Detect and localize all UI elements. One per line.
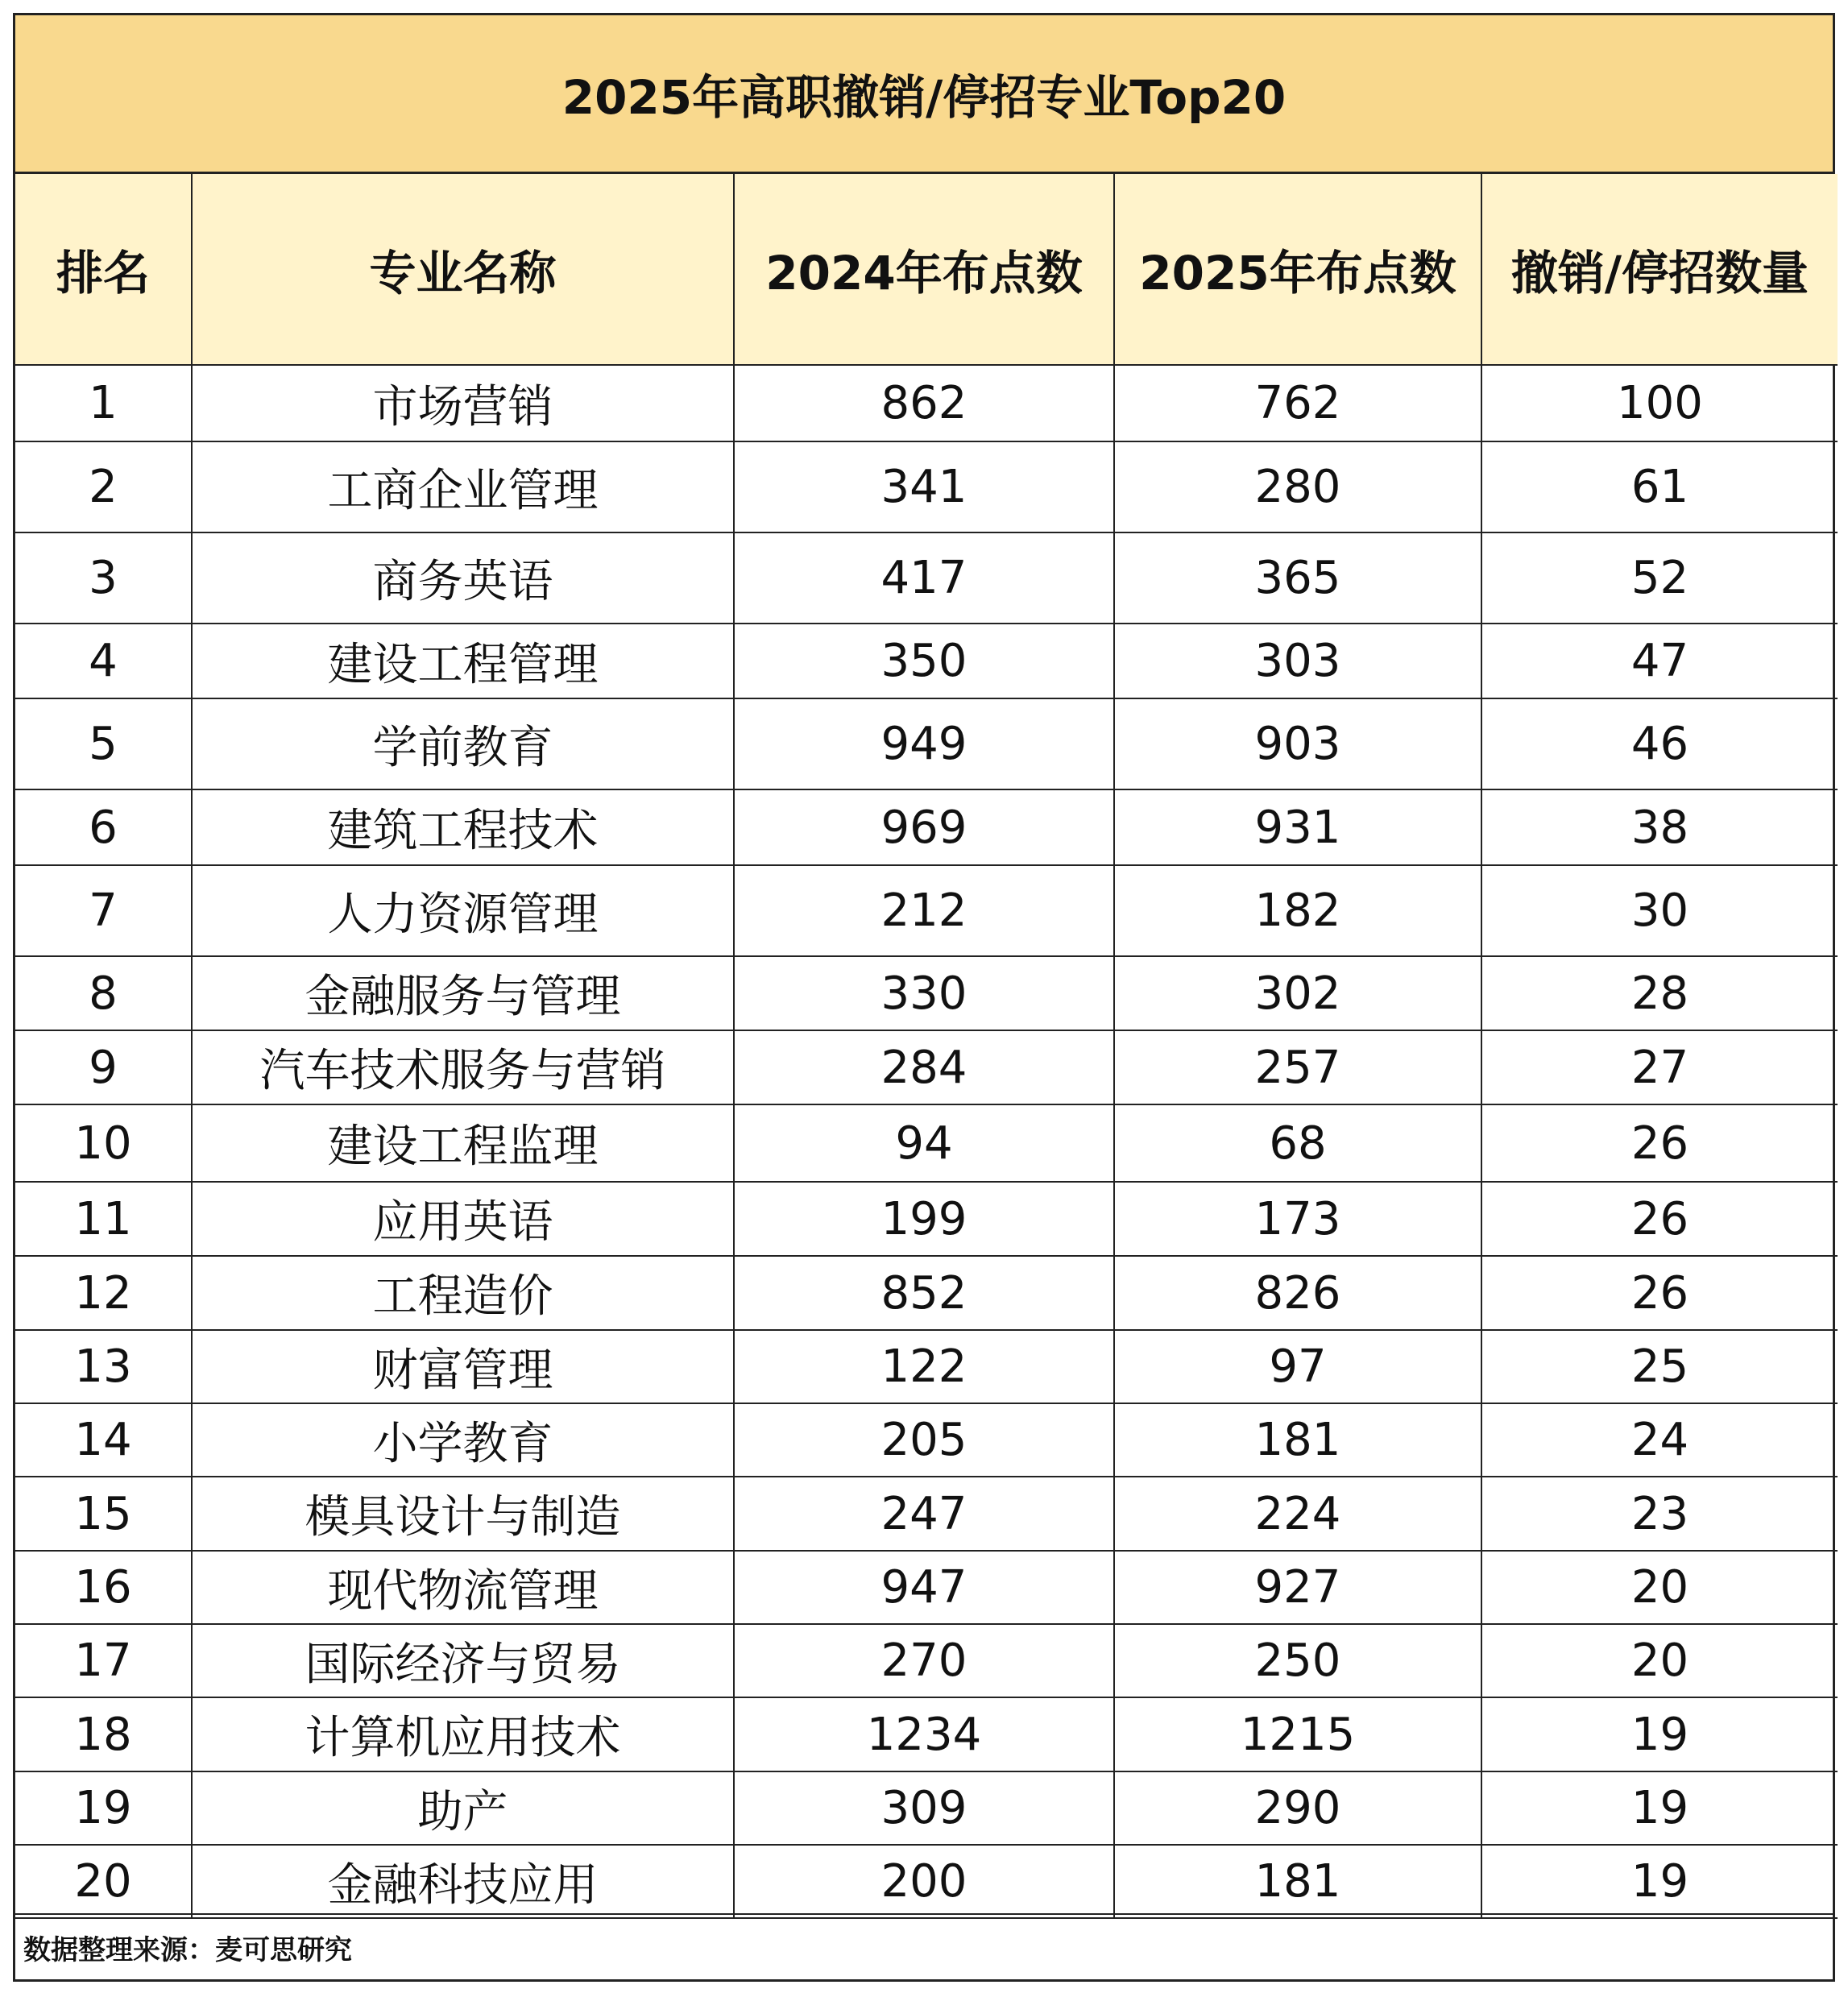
cell-major: 学前教育 <box>192 698 734 789</box>
header-row <box>15 174 1838 365</box>
cell-rank: 14 <box>15 1403 192 1477</box>
table-row <box>15 789 1838 865</box>
cell-rank: 13 <box>15 1330 192 1403</box>
cell-count-2025: 826 <box>1114 1256 1481 1330</box>
cell-count-2025: 762 <box>1114 365 1481 441</box>
cell-count-2024: 309 <box>734 1771 1114 1845</box>
cell-rank: 3 <box>15 532 192 624</box>
cell-cut: 19 <box>1481 1771 1838 1845</box>
cell-count-2025: 97 <box>1114 1330 1481 1403</box>
cell-count-2024: 247 <box>734 1477 1114 1551</box>
cell-count-2025: 280 <box>1114 441 1481 532</box>
cell-count-2024: 330 <box>734 956 1114 1030</box>
table-row <box>15 1845 1838 1918</box>
table-row <box>15 1330 1838 1403</box>
cell-rank: 4 <box>15 624 192 698</box>
cell-rank: 20 <box>15 1845 192 1918</box>
cell-major: 商务英语 <box>192 532 734 624</box>
cell-cut: 52 <box>1481 532 1838 624</box>
cell-rank: 8 <box>15 956 192 1030</box>
cell-cut: 28 <box>1481 956 1838 1030</box>
cell-cut: 47 <box>1481 624 1838 698</box>
cell-count-2025: 290 <box>1114 1771 1481 1845</box>
table-row <box>15 1104 1838 1182</box>
cell-cut: 30 <box>1481 865 1838 956</box>
cell-count-2024: 350 <box>734 624 1114 698</box>
table-row <box>15 365 1838 441</box>
cell-count-2024: 969 <box>734 789 1114 865</box>
cell-major: 应用英语 <box>192 1182 734 1256</box>
cell-cut: 19 <box>1481 1845 1838 1918</box>
table-row <box>15 532 1838 624</box>
cell-count-2024: 341 <box>734 441 1114 532</box>
ranking-table <box>15 174 1838 1919</box>
table-row <box>15 1697 1838 1771</box>
cell-rank: 9 <box>15 1030 192 1104</box>
cell-major: 小学教育 <box>192 1403 734 1477</box>
cell-count-2024: 1234 <box>734 1697 1114 1771</box>
cell-major: 建筑工程技术 <box>192 789 734 865</box>
table-row <box>15 624 1838 698</box>
cell-count-2025: 903 <box>1114 698 1481 789</box>
cell-cut: 27 <box>1481 1030 1838 1104</box>
table-row <box>15 1256 1838 1330</box>
table-row <box>15 956 1838 1030</box>
cell-rank: 16 <box>15 1551 192 1624</box>
source-note: 数据整理来源：麦可思研究 <box>15 1913 1833 1979</box>
cell-cut: 19 <box>1481 1697 1838 1771</box>
cell-count-2024: 122 <box>734 1330 1114 1403</box>
header-count-2025: 2025年布点数 <box>1114 174 1481 365</box>
cell-count-2024: 200 <box>734 1845 1114 1918</box>
cell-cut: 26 <box>1481 1104 1838 1182</box>
cell-cut: 25 <box>1481 1330 1838 1403</box>
cell-major: 汽车技术服务与营销 <box>192 1030 734 1104</box>
cell-rank: 5 <box>15 698 192 789</box>
cell-rank: 18 <box>15 1697 192 1771</box>
table-title: 2025年高职撤销/停招专业Top20 <box>15 15 1833 174</box>
cell-rank: 2 <box>15 441 192 532</box>
cell-count-2024: 947 <box>734 1551 1114 1624</box>
cell-major: 计算机应用技术 <box>192 1697 734 1771</box>
cell-count-2025: 250 <box>1114 1624 1481 1697</box>
cell-count-2024: 852 <box>734 1256 1114 1330</box>
table-sheet <box>13 13 1835 1982</box>
cell-cut: 24 <box>1481 1403 1838 1477</box>
cell-major: 金融服务与管理 <box>192 956 734 1030</box>
cell-count-2024: 284 <box>734 1030 1114 1104</box>
table-row <box>15 1624 1838 1697</box>
cell-rank: 17 <box>15 1624 192 1697</box>
cell-count-2025: 303 <box>1114 624 1481 698</box>
cell-rank: 11 <box>15 1182 192 1256</box>
cell-cut: 23 <box>1481 1477 1838 1551</box>
table-row <box>15 698 1838 789</box>
cell-cut: 61 <box>1481 441 1838 532</box>
cell-count-2025: 182 <box>1114 865 1481 956</box>
cell-rank: 6 <box>15 789 192 865</box>
cell-count-2025: 224 <box>1114 1477 1481 1551</box>
header-cut: 撤销/停招数量 <box>1481 174 1838 365</box>
header-count-2024: 2024年布点数 <box>734 174 1114 365</box>
cell-rank: 1 <box>15 365 192 441</box>
cell-count-2025: 68 <box>1114 1104 1481 1182</box>
cell-major: 建设工程监理 <box>192 1104 734 1182</box>
table-row <box>15 1182 1838 1256</box>
cell-count-2024: 417 <box>734 532 1114 624</box>
cell-count-2025: 365 <box>1114 532 1481 624</box>
cell-count-2025: 1215 <box>1114 1697 1481 1771</box>
cell-major: 市场营销 <box>192 365 734 441</box>
cell-count-2025: 181 <box>1114 1845 1481 1918</box>
cell-major: 助产 <box>192 1771 734 1845</box>
cell-major: 国际经济与贸易 <box>192 1624 734 1697</box>
table-row <box>15 865 1838 956</box>
table-row <box>15 1551 1838 1624</box>
cell-cut: 46 <box>1481 698 1838 789</box>
cell-count-2025: 257 <box>1114 1030 1481 1104</box>
table-row <box>15 1030 1838 1104</box>
cell-count-2024: 949 <box>734 698 1114 789</box>
cell-rank: 15 <box>15 1477 192 1551</box>
cell-major: 建设工程管理 <box>192 624 734 698</box>
table-row <box>15 1771 1838 1845</box>
cell-count-2024: 199 <box>734 1182 1114 1256</box>
cell-cut: 26 <box>1481 1182 1838 1256</box>
cell-major: 现代物流管理 <box>192 1551 734 1624</box>
cell-major: 人力资源管理 <box>192 865 734 956</box>
cell-count-2024: 270 <box>734 1624 1114 1697</box>
cell-count-2025: 927 <box>1114 1551 1481 1624</box>
header-rank: 排名 <box>15 174 192 365</box>
cell-cut: 38 <box>1481 789 1838 865</box>
cell-count-2025: 173 <box>1114 1182 1481 1256</box>
cell-rank: 10 <box>15 1104 192 1182</box>
table-row <box>15 441 1838 532</box>
cell-count-2024: 212 <box>734 865 1114 956</box>
cell-rank: 19 <box>15 1771 192 1845</box>
cell-cut: 20 <box>1481 1624 1838 1697</box>
cell-major: 财富管理 <box>192 1330 734 1403</box>
cell-rank: 12 <box>15 1256 192 1330</box>
cell-cut: 100 <box>1481 365 1838 441</box>
cell-count-2024: 862 <box>734 365 1114 441</box>
header-major: 专业名称 <box>192 174 734 365</box>
table-row <box>15 1403 1838 1477</box>
cell-rank: 7 <box>15 865 192 956</box>
cell-count-2024: 94 <box>734 1104 1114 1182</box>
table-row <box>15 1477 1838 1551</box>
cell-major: 模具设计与制造 <box>192 1477 734 1551</box>
cell-count-2025: 931 <box>1114 789 1481 865</box>
cell-count-2024: 205 <box>734 1403 1114 1477</box>
cell-count-2025: 302 <box>1114 956 1481 1030</box>
cell-major: 工程造价 <box>192 1256 734 1330</box>
cell-cut: 20 <box>1481 1551 1838 1624</box>
cell-cut: 26 <box>1481 1256 1838 1330</box>
cell-major: 工商企业管理 <box>192 441 734 532</box>
cell-count-2025: 181 <box>1114 1403 1481 1477</box>
cell-major: 金融科技应用 <box>192 1845 734 1918</box>
